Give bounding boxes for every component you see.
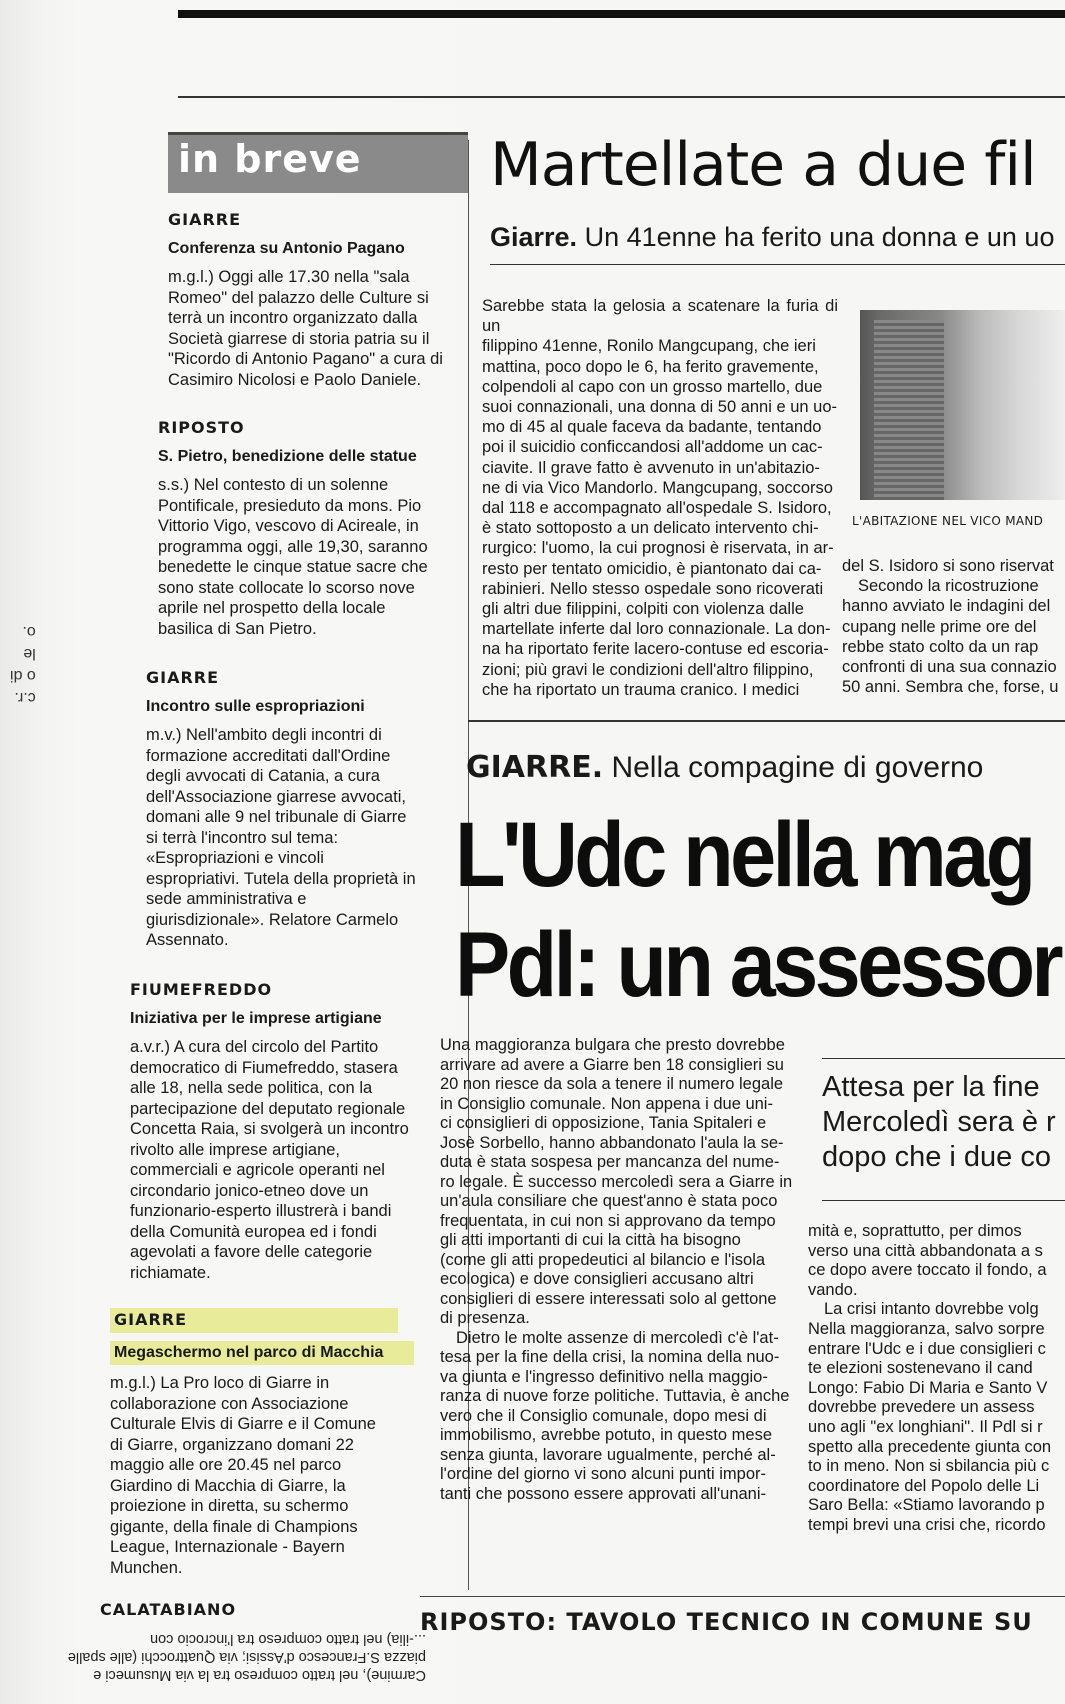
photo-caption: L'ABITAZIONE NEL VICO MAND	[852, 514, 1044, 528]
body-line: filippino 41enne, Ronilo Mangcupang, che ieri	[482, 337, 816, 356]
body-line: mità e, soprattutto, per dimos	[808, 1222, 1022, 1240]
body-line: vero che il Consiglio comunale, dopo mesi di	[440, 1406, 767, 1425]
body-line: del S. Isidoro si sono riservat	[842, 557, 1054, 575]
brief-line: Romeo" del palazzo delle Culture si	[168, 288, 429, 307]
brief-headline: Incontro sulle espropriazioni	[146, 697, 365, 715]
body-line: rabinieri. Nello stesso ospedale sono ricoverati	[482, 579, 824, 598]
sub-town: Giarre.	[490, 222, 578, 252]
brief-town: CALATABIANO	[100, 1600, 237, 1619]
body-line: che ha riportato un trauma cranico. I medici	[482, 680, 800, 699]
sub-rule	[822, 1058, 1065, 1059]
brief-line: democratico di Fiumefreddo, stasera	[130, 1058, 398, 1077]
article2-body	[440, 1036, 800, 1504]
brief-line: sede amministrativa e	[146, 890, 307, 908]
brief-headline: Iniziativa per le imprese artigiane	[130, 1009, 382, 1027]
flipped-line: ...-ilia) nel tratto compreso tra l'incrocio con	[150, 1631, 426, 1647]
brief-line: a.v.r.) A cura del circolo del Partito	[130, 1038, 379, 1056]
brief-line: Società giarrese di storia patria su il	[168, 329, 430, 348]
body-line: ranza di nuove forze politiche. Tuttavia, è anche	[440, 1387, 790, 1405]
body-line: l'ordine del giorno vi sono alcuni punti impor-	[440, 1465, 766, 1483]
body-line: ecologica) e dove consiglieri accusano altri	[440, 1270, 754, 1288]
body-line: è stato sottoposto a un delicato intervento chi-	[482, 519, 819, 538]
upside-down-clipping	[67, 1630, 426, 1684]
body-line: suoi connazionali, una donna di 50 anni e un uo-	[482, 398, 838, 417]
brief-line: proiezione in diretta, su schermo	[110, 1497, 349, 1515]
brief-headline: Megaschermo nel parco di Macchia	[110, 1341, 414, 1366]
brief-line: m.g.l.) La Pro loco di Giarre in	[110, 1374, 330, 1392]
bottom-rule	[420, 1596, 1065, 1597]
body-line: duta è stata sospesa per mancanza del nume-	[440, 1153, 780, 1171]
sub-line: dopo che i due co	[822, 1141, 1051, 1173]
brief-line: Giardino di Macchia di Giarre, la	[110, 1476, 346, 1495]
section-rule	[468, 720, 1065, 722]
body-line: di presenza.	[440, 1309, 530, 1327]
brief-line: della Comunità europea ed i fondi	[130, 1222, 377, 1241]
body-line: Dietro le molte assenze di mercoledì c'è l'at-	[456, 1328, 779, 1347]
brief-town: RIPOSTO	[158, 418, 245, 437]
flipped-line: piazza S.Francesco d'Assisi; via Quattrocchi (alle spalle	[67, 1649, 426, 1665]
sub-line: Mercoledì sera è r	[822, 1106, 1056, 1138]
article2-headline	[455, 800, 1060, 1020]
brief-3	[146, 668, 456, 951]
brief-line: Concetta Raia, si svolgerà un incontro	[130, 1120, 409, 1138]
brief-line: Assennato.	[146, 931, 229, 949]
brief-line: maggio alle ore 20.45 nel parco	[110, 1456, 342, 1474]
brief-4	[130, 980, 450, 1283]
body-line: resto per tentato omicidio, è piantonato dai ca-	[482, 559, 822, 578]
brief-headline: Conferenza su Antonio Pagano	[168, 239, 405, 257]
article-subheadline	[490, 222, 1054, 253]
brief-line: alle 18, nella sede politica, con la	[130, 1079, 373, 1097]
body-line: va giunta e l'ingresso definitivo nella maggio-	[440, 1367, 768, 1386]
brief-line: di Giarre, organizzano domani 22	[110, 1435, 354, 1454]
body-line: verso una città abbandonata a s	[808, 1241, 1043, 1260]
brief-headline: S. Pietro, benedizione delle statue	[158, 447, 417, 465]
body-line: entrare l'Udc e i due consiglieri c	[808, 1339, 1046, 1358]
brief-line: formazione accreditati dall'Ordine	[146, 746, 391, 765]
body-line: confronti di una sua connazio	[842, 658, 1057, 677]
header-rule	[178, 96, 1065, 98]
sub-text: Un 41enne ha ferito una donna e un uo	[577, 222, 1055, 252]
brief-town: GIARRE	[146, 668, 220, 687]
brief-line: Munchen.	[110, 1558, 183, 1577]
brief-line: dell'Associazione giarrese avvocati,	[146, 787, 406, 806]
brief-line: sono state collocate lo scorso nove	[158, 578, 415, 597]
brief-line: m.g.l.) Oggi alle 17.30 nella "sala	[168, 268, 410, 286]
flipped-line: Carmine), nel tratto compreso tra la via Musumeci e	[93, 1667, 426, 1683]
body-line: (come gli atti propedeutici al bilancio e l'isola	[440, 1250, 766, 1269]
body-line: te elezioni sostenevano il cand	[808, 1359, 1033, 1378]
body-line: tanti che possono essere approvati all'unani-	[440, 1484, 767, 1503]
brief-line: commerciali e agricole operanti nel	[130, 1161, 385, 1179]
brief-line: giurisdizionale». Relatore Carmelo	[146, 910, 399, 929]
brief-town: GIARRE	[168, 210, 242, 229]
body-line: 20 non riesce da sola a tenere il numero legale	[440, 1075, 784, 1093]
sub-line: Attesa per la fine	[822, 1071, 1040, 1103]
body-line: mattina, poco dopo le 6, ha ferito gravemente,	[482, 357, 819, 376]
article-body	[482, 296, 838, 700]
edge-text	[10, 620, 36, 708]
body-line: gli atti importanti di cui la città ha bisogno	[440, 1231, 741, 1249]
body-line: ciavite. Il grave fatto è avvenuto in un'abitazio-	[482, 458, 820, 477]
in-breve-label: in breve	[178, 137, 362, 181]
body-line: poi il suicidio conficcandosi all'addome un cac-	[482, 438, 823, 457]
brief-5	[110, 1308, 440, 1578]
headline-line: L'Udc nella mag	[455, 804, 1033, 906]
body-line: ne di via Vico Mandorlo. Mangcupang, soccorso	[482, 478, 833, 497]
body-line: cupang nelle prime ore del	[842, 617, 1037, 636]
body-line: Nella maggioranza, salvo sorpre	[808, 1319, 1045, 1338]
body-line: immobilismo, avrebbe potuto, in questo mese	[440, 1426, 772, 1444]
body-line: hanno avviato le indagini del	[842, 597, 1051, 616]
brief-line: espropriativi. Tutela della proprietà in	[146, 869, 416, 888]
brief-line: domani alle 9 nel tribunale di Giarre	[146, 808, 407, 826]
edge-line: o di	[10, 667, 36, 684]
body-line: colpendoli al capo con un grosso martello, due	[482, 377, 823, 396]
brief-line: rivolto alle imprese artigiane,	[130, 1140, 341, 1159]
brief-line: benedette le cinque statue sacre che	[158, 558, 428, 576]
body-line: ro legale. È successo mercoledì sera a Giarre in	[440, 1172, 793, 1191]
brief-line: s.s.) Nel contesto di un solenne	[158, 476, 389, 494]
brief-line: partecipazione del deputato regionale	[130, 1099, 406, 1118]
body-line: rurgico: l'uomo, la cui prognosi è riservata, in ar-	[482, 539, 834, 558]
body-line: zioni; più gravi le condizioni dell'altro filippino,	[482, 660, 814, 679]
brief-line: collaborazione con Associazione	[110, 1394, 349, 1413]
sub-rule	[490, 264, 1065, 265]
kicker-text: Nella compagine di governo	[603, 751, 984, 784]
body-line: 50 anni. Sembra che, forse, u	[842, 678, 1059, 697]
body-line: uno agli "ex longhiani". Il Pdl si r	[808, 1417, 1043, 1436]
body-line: consiglieri di essere interessati solo al gettone	[440, 1289, 777, 1308]
body-line: coordinatore del Popolo delle Li	[808, 1476, 1040, 1495]
brief-line: basilica di San Pietro.	[158, 619, 317, 638]
body-line: tesa per la fine della crisi, la nomina della nuo-	[440, 1348, 780, 1366]
brief-line: Pontificale, presieduto da mons. Pio	[158, 496, 422, 515]
article2-body-right	[808, 1222, 1065, 1536]
article2-subheadline	[822, 1070, 1056, 1175]
body-line: frequentata, in cui non si approvano da tempo	[440, 1211, 776, 1230]
body-line: Una maggioranza bulgara che presto dovrebbe	[440, 1036, 785, 1054]
body-line: mo di 45 al quale faceva da badante, tentando	[482, 418, 822, 437]
body-line: ce dopo avere toccato il fondo, a	[808, 1261, 1047, 1280]
brief-line: Casimiro Nicolosi e Paolo Daniele.	[168, 370, 422, 389]
body-line: ci consiglieri di opposizione, Tania Spitaleri e	[440, 1114, 767, 1132]
sub-rule	[822, 1200, 1065, 1201]
body-line: senza giunta, lavorare ugualmente, perché al-	[440, 1445, 776, 1464]
brief-line: funzionario-esperto illustrerà i bandi	[130, 1202, 392, 1220]
brief-town: FIUMEFREDDO	[130, 980, 273, 999]
brief-line: richiamate.	[130, 1263, 211, 1282]
brief-line: League, Internazionale - Bayern	[110, 1538, 345, 1556]
body-line: tempi brevi una crisi che, ricordo	[808, 1515, 1046, 1534]
brief-1	[168, 210, 468, 390]
body-line: Secondo la ricostruzione	[858, 577, 1039, 596]
brief-line: agevolati a favore delle categorie	[130, 1243, 373, 1261]
in-breve-banner	[168, 132, 468, 193]
body-line: spetto alla precedente giunta con	[808, 1437, 1052, 1456]
body-line: na ha riportato ferite lacero-contuse ed escoria-	[482, 640, 829, 659]
brief-2	[158, 418, 458, 639]
brief-line: m.v.) Nell'ambito degli incontri di	[146, 726, 382, 744]
brief-line: gigante, della finale di Champions	[110, 1517, 358, 1536]
body-line: martellate inferte dal loro connazionale. La don-	[482, 620, 831, 639]
bottom-headline: RIPOSTO: TAVOLO TECNICO IN COMUNE SU	[420, 1608, 1033, 1636]
edge-line: le	[23, 645, 36, 662]
brief-line: si terrà l'incontro sul tema:	[146, 828, 339, 847]
body-line: rebbe stato colto da un rap	[842, 637, 1039, 656]
body-line: arrivare ad avere a Giarre ben 18 consiglieri su	[440, 1055, 784, 1074]
brief-town: GIARRE	[110, 1308, 398, 1333]
brief-line: circondario jonico-etneo dove un	[130, 1181, 369, 1200]
body-line: dal 118 e accompagnato all'ospedale S. Isidoro,	[482, 499, 832, 518]
edge-line: o.	[22, 623, 36, 640]
brief-line: terrà un incontro organizzato dalla	[168, 309, 418, 327]
body-line: vando.	[808, 1280, 858, 1299]
kicker-town: GIARRE.	[466, 750, 604, 785]
brief-line: «Espropriazioni e vincoli	[146, 849, 324, 867]
brief-line: "Ricordo di Antonio Pagano" a cura di	[168, 350, 443, 368]
brief-line: degli avvocati di Catania, a cura	[146, 767, 380, 785]
body-line: un'aula consiliare che quest'anno è stata poco	[440, 1192, 778, 1210]
top-rule	[178, 10, 1065, 18]
body-line: Sarebbe stata la gelosia a scatenare la furia di un	[482, 297, 838, 336]
brief-line: aprile nel prospetto della locale	[158, 599, 386, 617]
body-line: La crisi intanto dovrebbe volg	[824, 1300, 1039, 1319]
article-headline: Martellate a due fil	[490, 130, 1036, 200]
body-line: in Consiglio comunale. Non appena i due uni-	[440, 1094, 773, 1113]
brief-line: Vittorio Vigo, vescovo di Acireale, in	[158, 517, 419, 535]
article2-kicker	[466, 750, 983, 785]
body-line: gli altri due filippini, colpiti con violenza dalle	[482, 600, 804, 619]
article-body-right	[842, 556, 1065, 697]
edge-line: c.r.	[14, 689, 36, 706]
body-line: to in meno. Non si sbilancia più c	[808, 1457, 1050, 1476]
body-line: Josè Sorbello, hanno abbandonato l'aula la se-	[440, 1133, 784, 1152]
headline-line: Pdl: un assessor	[455, 914, 1061, 1016]
shutter	[874, 320, 944, 500]
brief-line: Culturale Elvis di Giarre e il Comune	[110, 1415, 376, 1433]
body-line: Longo: Fabio Di Maria e Santo V	[808, 1378, 1048, 1397]
brief-line: programma oggi, alle 19,30, saranno	[158, 537, 428, 556]
brief-6	[100, 1600, 420, 1629]
body-line: dovrebbe prevedere un assess	[808, 1398, 1035, 1417]
house-photo	[860, 310, 1065, 500]
body-line: Saro Bella: «Stiamo lavorando p	[808, 1496, 1045, 1515]
